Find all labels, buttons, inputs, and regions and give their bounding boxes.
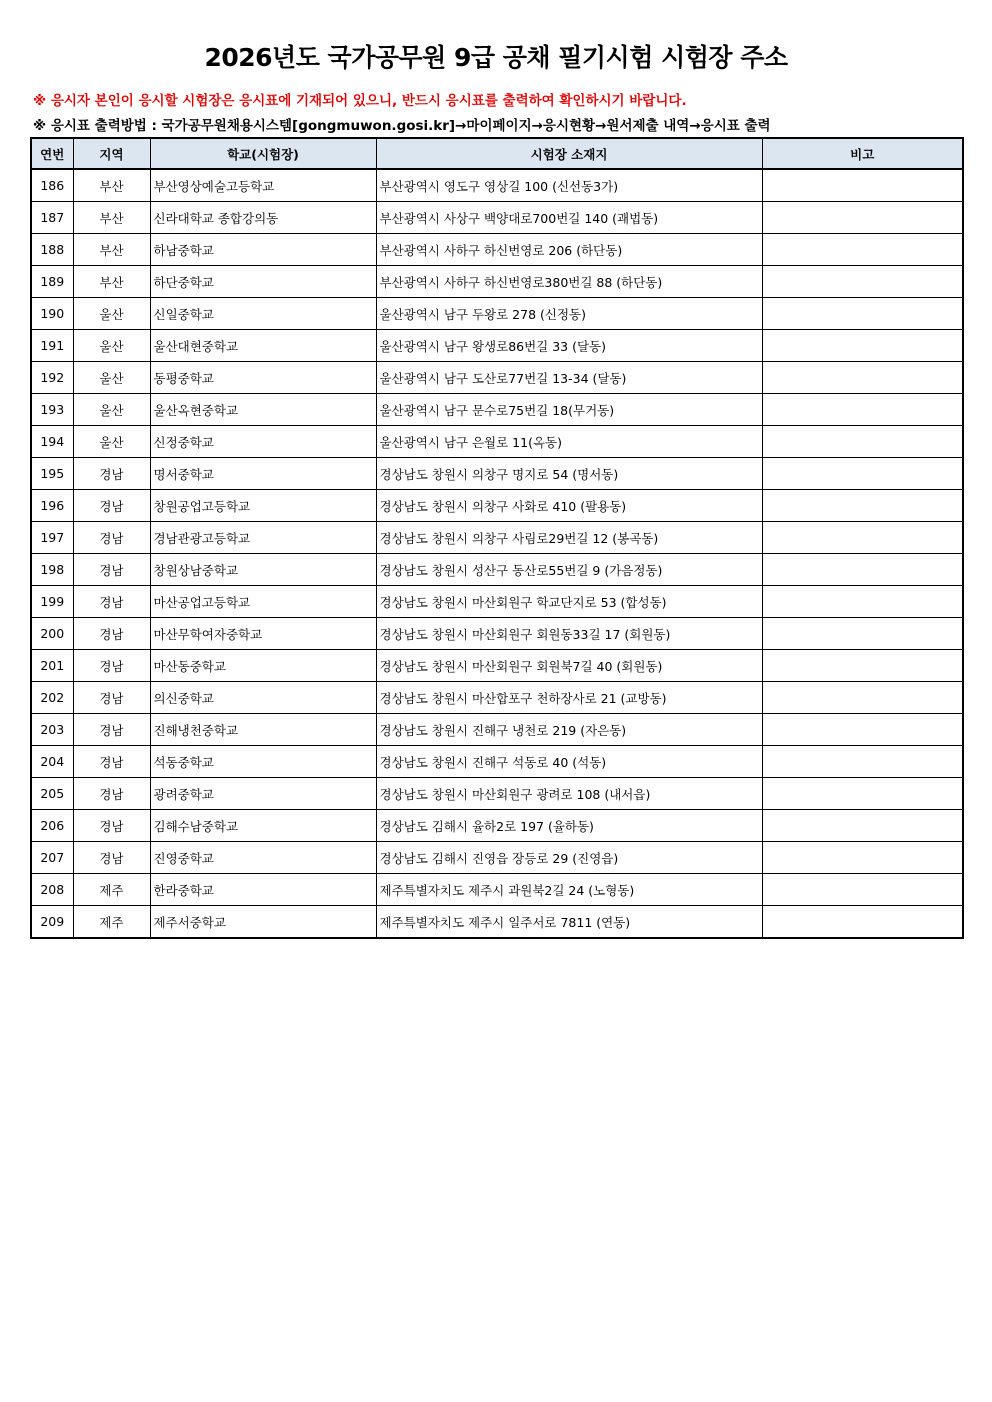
cell-school: 김해수남중학교 [150, 810, 376, 842]
cell-address: 경상남도 창원시 마산회원구 학교단지로 53 (합성동) [376, 586, 762, 618]
table-row [31, 169, 963, 202]
cell-note [762, 682, 963, 714]
cell-region: 경남 [73, 490, 150, 522]
cell-no: 191 [31, 330, 73, 362]
cell-region: 경남 [73, 714, 150, 746]
cell-note [762, 490, 963, 522]
cell-no: 197 [31, 522, 73, 554]
table-row [31, 266, 963, 298]
table-header-row [31, 138, 963, 169]
exam-site-table [30, 137, 964, 939]
cell-school: 석동중학교 [150, 746, 376, 778]
cell-note [762, 426, 963, 458]
cell-note [762, 522, 963, 554]
cell-note [762, 810, 963, 842]
page-title: 2026년도 국가공무원 9급 공채 필기시험 시험장 주소 [204, 43, 788, 72]
cell-school: 마산공업고등학교 [150, 586, 376, 618]
header-address: 시험장 소재지 [376, 138, 762, 169]
cell-region: 경남 [73, 650, 150, 682]
cell-no: 187 [31, 202, 73, 234]
table-row [31, 458, 963, 490]
cell-no: 198 [31, 554, 73, 586]
table-row [31, 490, 963, 522]
cell-no: 190 [31, 298, 73, 330]
cell-school: 하단중학교 [150, 266, 376, 298]
cell-region: 경남 [73, 522, 150, 554]
cell-no: 209 [31, 906, 73, 939]
cell-no: 202 [31, 682, 73, 714]
cell-school: 광려중학교 [150, 778, 376, 810]
cell-region: 부산 [73, 266, 150, 298]
cell-note [762, 874, 963, 906]
cell-region: 경남 [73, 618, 150, 650]
cell-no: 207 [31, 842, 73, 874]
cell-region: 경남 [73, 778, 150, 810]
cell-address: 경상남도 창원시 마산회원구 회원북7길 40 (회원동) [376, 650, 762, 682]
cell-school: 한라중학교 [150, 874, 376, 906]
cell-region: 부산 [73, 169, 150, 202]
cell-note [762, 842, 963, 874]
cell-school: 하남중학교 [150, 234, 376, 266]
table-row [31, 682, 963, 714]
cell-school: 진영중학교 [150, 842, 376, 874]
cell-address: 경상남도 김해시 진영읍 장등로 29 (진영읍) [376, 842, 762, 874]
cell-address: 경상남도 창원시 성산구 동산로55번길 9 (가음정동) [376, 554, 762, 586]
cell-region: 경남 [73, 554, 150, 586]
cell-no: 186 [31, 169, 73, 202]
cell-school: 진해냉천중학교 [150, 714, 376, 746]
cell-region: 울산 [73, 362, 150, 394]
cell-no: 208 [31, 874, 73, 906]
cell-region: 부산 [73, 202, 150, 234]
cell-address: 경상남도 김해시 율하2로 197 (율하동) [376, 810, 762, 842]
cell-region: 제주 [73, 874, 150, 906]
cell-no: 192 [31, 362, 73, 394]
cell-note [762, 746, 963, 778]
cell-address: 울산광역시 남구 문수로75번길 18(무거동) [376, 394, 762, 426]
cell-no: 200 [31, 618, 73, 650]
cell-region: 부산 [73, 234, 150, 266]
cell-no: 201 [31, 650, 73, 682]
cell-address: 경상남도 창원시 의창구 사화로 410 (팔용동) [376, 490, 762, 522]
cell-school: 명서중학교 [150, 458, 376, 490]
notice-text: ※ 응시자 본인이 응시할 시험장은 응시표에 기재되어 있으니, 반드시 응시표를 출력하여 확인하시기 바랍니다. [33, 93, 687, 109]
table-row [31, 426, 963, 458]
cell-school: 창원공업고등학교 [150, 490, 376, 522]
table-row [31, 746, 963, 778]
cell-note [762, 618, 963, 650]
cell-address: 제주특별자치도 제주시 일주서로 7811 (연동) [376, 906, 762, 939]
table-row [31, 586, 963, 618]
cell-address: 울산광역시 남구 도산로77번길 13-34 (달동) [376, 362, 762, 394]
cell-region: 경남 [73, 586, 150, 618]
table-row [31, 330, 963, 362]
header-school: 학교(시험장) [150, 138, 376, 169]
table-row [31, 522, 963, 554]
cell-address: 부산광역시 사하구 하신번영로380번길 88 (하단동) [376, 266, 762, 298]
cell-school: 부산영상예술고등학교 [150, 169, 376, 202]
cell-region: 울산 [73, 394, 150, 426]
cell-no: 188 [31, 234, 73, 266]
table-row [31, 394, 963, 426]
table-row [31, 874, 963, 906]
cell-school: 동평중학교 [150, 362, 376, 394]
cell-address: 부산광역시 사상구 백양대로700번길 140 (괘법동) [376, 202, 762, 234]
cell-school: 신라대학교 종합강의동 [150, 202, 376, 234]
table-row [31, 618, 963, 650]
header-region: 지역 [73, 138, 150, 169]
cell-school: 마산무학여자중학교 [150, 618, 376, 650]
header-no: 연번 [31, 138, 73, 169]
cell-note [762, 298, 963, 330]
table-row [31, 298, 963, 330]
cell-note [762, 778, 963, 810]
cell-region: 경남 [73, 458, 150, 490]
table-row [31, 714, 963, 746]
cell-school: 신일중학교 [150, 298, 376, 330]
cell-no: 199 [31, 586, 73, 618]
header-note: 비고 [762, 138, 963, 169]
cell-address: 울산광역시 남구 두왕로 278 (신정동) [376, 298, 762, 330]
cell-region: 제주 [73, 906, 150, 939]
cell-note [762, 650, 963, 682]
cell-address: 경상남도 창원시 마산회원구 회원동33길 17 (회원동) [376, 618, 762, 650]
cell-no: 205 [31, 778, 73, 810]
cell-region: 울산 [73, 298, 150, 330]
cell-school: 울산대현중학교 [150, 330, 376, 362]
cell-note [762, 906, 963, 939]
table-row [31, 650, 963, 682]
cell-note [762, 234, 963, 266]
cell-region: 경남 [73, 746, 150, 778]
cell-note [762, 202, 963, 234]
cell-note [762, 394, 963, 426]
cell-address: 울산광역시 남구 은월로 11(옥동) [376, 426, 762, 458]
cell-no: 194 [31, 426, 73, 458]
cell-address: 부산광역시 영도구 영상길 100 (신선동3가) [376, 169, 762, 202]
cell-address: 제주특별자치도 제주시 과원북2길 24 (노형동) [376, 874, 762, 906]
cell-note [762, 554, 963, 586]
cell-note [762, 266, 963, 298]
cell-school: 마산동중학교 [150, 650, 376, 682]
cell-note [762, 362, 963, 394]
cell-note [762, 458, 963, 490]
cell-no: 204 [31, 746, 73, 778]
cell-address: 경상남도 창원시 의창구 명지로 54 (명서동) [376, 458, 762, 490]
cell-region: 경남 [73, 842, 150, 874]
cell-no: 189 [31, 266, 73, 298]
print-method-text: ※ 응시표 출력방법 : 국가공무원채용시스템[gongmuwon.gosi.kr]→마이페이지→응시현황→원서제출 내역→응시표 출력 [33, 118, 771, 134]
cell-school: 제주서중학교 [150, 906, 376, 939]
cell-school: 울산옥현중학교 [150, 394, 376, 426]
cell-address: 경상남도 창원시 마산합포구 천하장사로 21 (교방동) [376, 682, 762, 714]
table-row [31, 778, 963, 810]
cell-address: 울산광역시 남구 왕생로86번길 33 (달동) [376, 330, 762, 362]
cell-school: 의신중학교 [150, 682, 376, 714]
table-row [31, 906, 963, 939]
table-row [31, 842, 963, 874]
table-body [31, 169, 963, 938]
cell-no: 203 [31, 714, 73, 746]
table-row [31, 554, 963, 586]
table-row [31, 810, 963, 842]
table-row [31, 362, 963, 394]
cell-address: 경상남도 창원시 의창구 사림로29번길 12 (봉곡동) [376, 522, 762, 554]
cell-address: 부산광역시 사하구 하신번영로 206 (하단동) [376, 234, 762, 266]
cell-no: 196 [31, 490, 73, 522]
cell-no: 193 [31, 394, 73, 426]
table-row [31, 234, 963, 266]
cell-region: 울산 [73, 426, 150, 458]
cell-no: 206 [31, 810, 73, 842]
cell-school: 창원상남중학교 [150, 554, 376, 586]
cell-no: 195 [31, 458, 73, 490]
cell-note [762, 586, 963, 618]
cell-region: 경남 [73, 810, 150, 842]
cell-note [762, 169, 963, 202]
cell-address: 경상남도 창원시 마산회원구 광려로 108 (내서읍) [376, 778, 762, 810]
cell-address: 경상남도 창원시 진해구 냉천로 219 (자은동) [376, 714, 762, 746]
cell-school: 신정중학교 [150, 426, 376, 458]
cell-region: 경남 [73, 682, 150, 714]
cell-school: 경남관광고등학교 [150, 522, 376, 554]
cell-address: 경상남도 창원시 진해구 석동로 40 (석동) [376, 746, 762, 778]
table-row [31, 202, 963, 234]
cell-region: 울산 [73, 330, 150, 362]
cell-note [762, 330, 963, 362]
cell-note [762, 714, 963, 746]
